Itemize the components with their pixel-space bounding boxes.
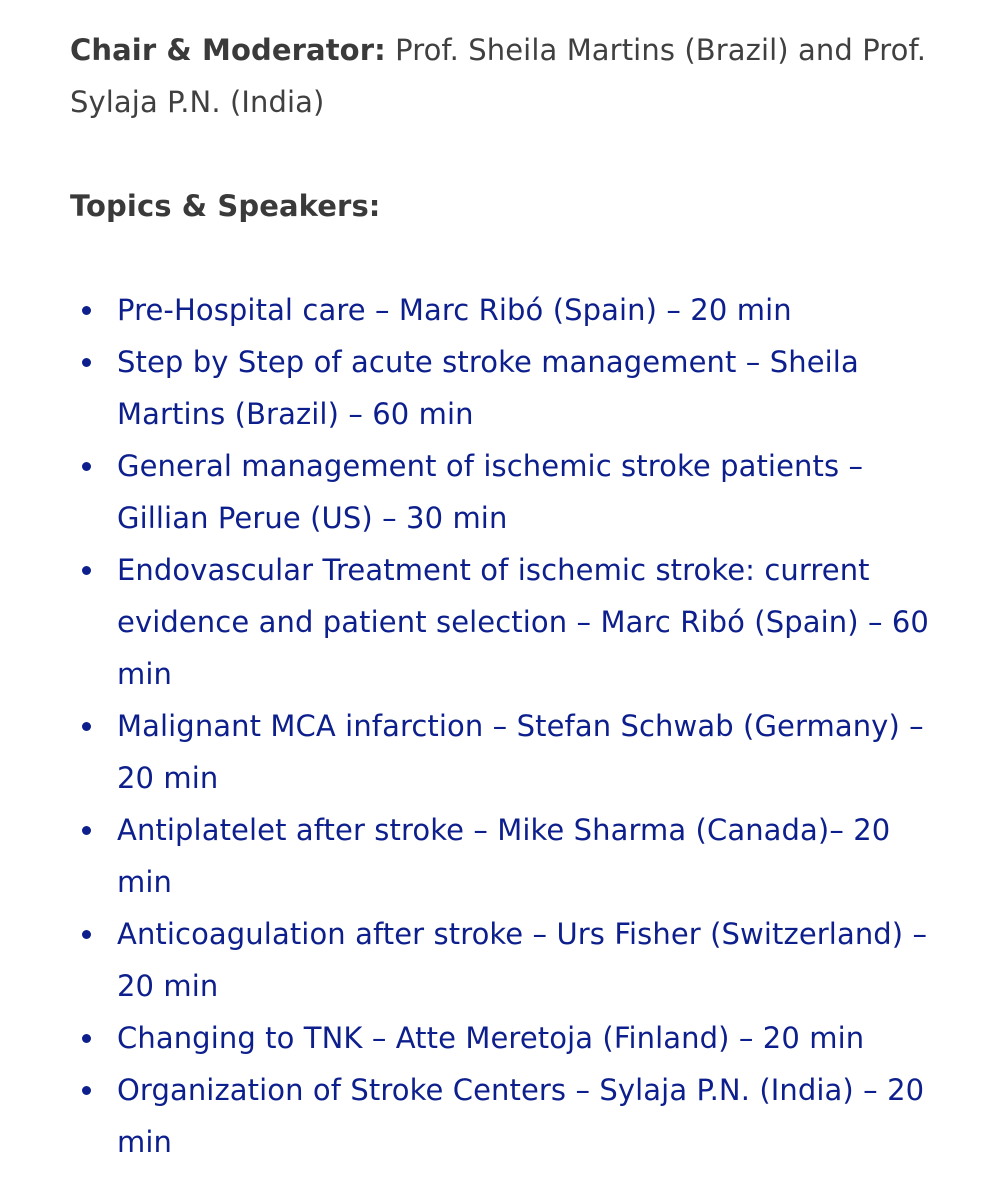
bullet-icon bbox=[82, 358, 91, 367]
list-item bbox=[70, 440, 950, 544]
chair-names: Prof. Sheila Martins (Brazil) and Prof. Sylaja P.N. (India) bbox=[70, 33, 927, 119]
topic-text: Antiplatelet after stroke – Mike Sharma (Canada)– 20 min bbox=[117, 813, 891, 899]
bullet-icon bbox=[82, 722, 91, 731]
topics-heading bbox=[70, 180, 950, 232]
chair-label: Chair & Moderator: bbox=[70, 33, 386, 67]
topic-text: Anticoagulation after stroke – Urs Fisher (Switzerland) – 20 min bbox=[117, 917, 928, 1003]
chair-moderator-paragraph bbox=[70, 24, 950, 128]
bullet-icon bbox=[82, 1034, 91, 1043]
bullet-icon bbox=[82, 826, 91, 835]
topic-text: Changing to TNK – Atte Meretoja (Finland) – 20 min bbox=[117, 1021, 865, 1055]
program-content bbox=[70, 24, 950, 1168]
list-item bbox=[70, 804, 950, 908]
topic-text: Pre-Hospital care – Marc Ribó (Spain) – 20 min bbox=[117, 293, 792, 327]
list-item bbox=[70, 1012, 950, 1064]
bullet-icon bbox=[82, 1086, 91, 1095]
bullet-icon bbox=[82, 306, 91, 315]
list-item bbox=[70, 544, 950, 700]
topics-list bbox=[70, 284, 950, 1168]
bullet-icon bbox=[82, 566, 91, 575]
list-item bbox=[70, 700, 950, 804]
topic-text: Step by Step of acute stroke management – Sheila Martins (Brazil) – 60 min bbox=[117, 345, 859, 431]
topic-text: Organization of Stroke Centers – Sylaja P.N. (India) – 20 min bbox=[117, 1073, 925, 1159]
topics-heading-label: Topics & Speakers: bbox=[70, 189, 381, 223]
list-item bbox=[70, 284, 950, 336]
bullet-icon bbox=[82, 930, 91, 939]
bullet-icon bbox=[82, 462, 91, 471]
list-item bbox=[70, 336, 950, 440]
topic-text: Endovascular Treatment of ischemic stroke: current evidence and patient selection – Marc Ribó (Spain) – 60 min bbox=[117, 553, 929, 691]
list-item bbox=[70, 1064, 950, 1168]
topic-text: Malignant MCA infarction – Stefan Schwab (Germany) – 20 min bbox=[117, 709, 924, 795]
list-item bbox=[70, 908, 950, 1012]
topic-text: General management of ischemic stroke patients – Gillian Perue (US) – 30 min bbox=[117, 449, 864, 535]
